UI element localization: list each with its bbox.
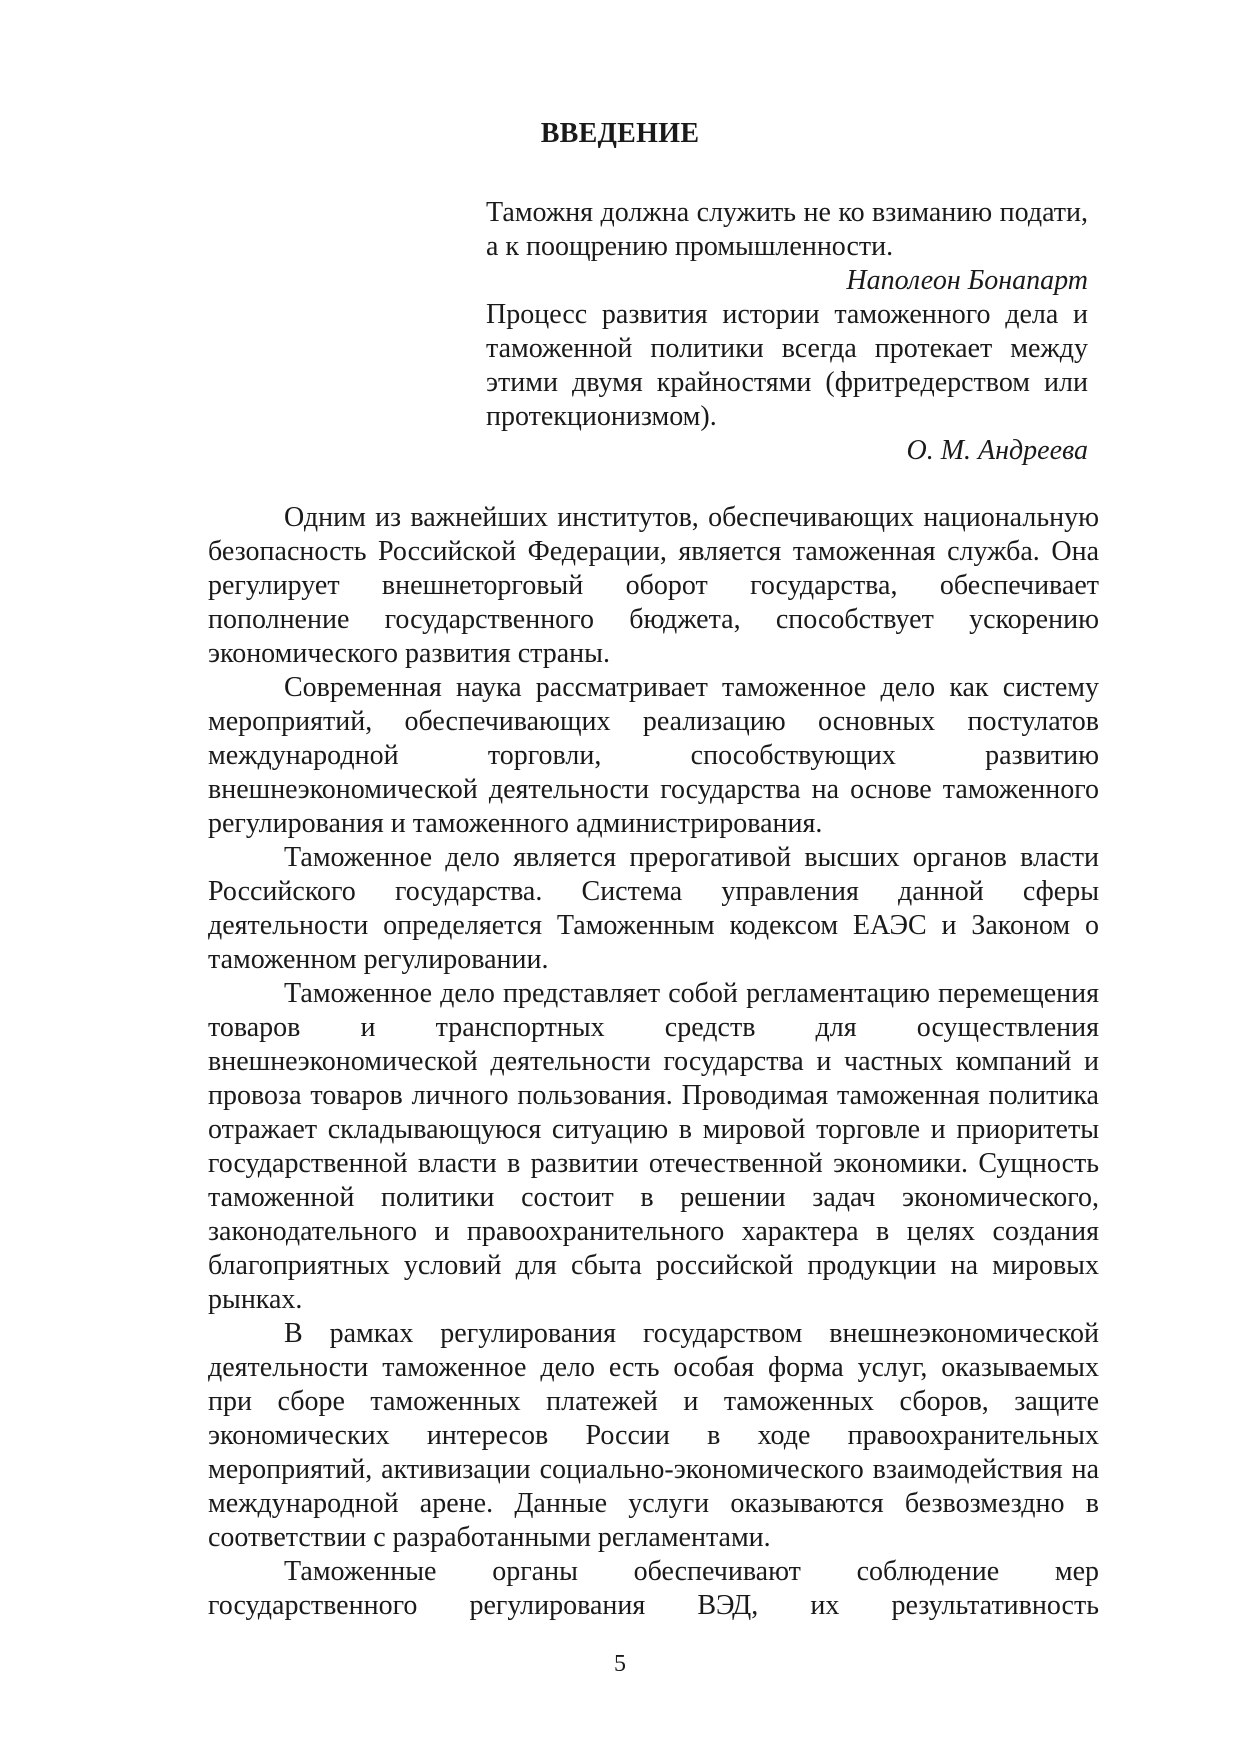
page-number: 5 [614,1651,626,1677]
epigraph-1-author: Наполеон Бонапарт [846,265,1088,296]
epigraph-1 [486,196,1088,298]
paragraph-5: В рамках регулирования государством внешнеэкономической деятельности таможенное дело есть особая форма услуг, оказываемых при сборе таможенных платежей и таможенных сборов, защите экономических интересов России в ходе правоохранительных мероприятий, активизации социально-экономического взаимодействия на международной арене. Данные услуги оказываются безвозмездно в соответствии с разработанными регламентами. [208,1318,1099,1553]
paragraph-2: Современная наука рассматривает таможенное дело как систему мероприятий, обеспечивающих реализацию основных постулатов международной торговли, способствующих развитию внешнеэкономической деятельности государства на основе таможенного регулирования и таможенного администрирования. [208,672,1099,839]
epigraphs-block [486,196,1088,468]
section-title: ВВЕДЕНИЕ [540,118,700,149]
epigraph-1-text: Таможня должна служить не ко взиманию подати, а к поощрению промышленности. [486,197,1088,262]
paragraph-6: Таможенные органы обеспечивают соблюдение мер государственного регулирования ВЭД, их результативность [208,1556,1099,1621]
paragraph-4: Таможенное дело представляет собой регламентацию перемещения товаров и транспортных средств для осуществления внешнеэкономической деятельности государства и частных компаний и провоза товаров личного пользования. Проводимая таможенная политика отражает складывающуюся ситуацию в мировой торговле и приоритеты государственной власти в развитии отечественной экономики. Сущность таможенной политики состоит в решении задач экономического, законодательного и правоохранительного характера в целях создания благоприятных условий для сбыта российской продукции на мировых рынках. [208,978,1099,1315]
body-text [208,501,1099,1623]
paragraph-3: Таможенное дело является прерогативой высших органов власти Российского государства. Система управления данной сферы деятельности определяется Таможенным кодексом ЕАЭС и Законом о таможенном регулировании. [208,842,1099,975]
epigraph-2-author: О. М. Андреева [906,435,1088,466]
epigraph-2-text: Процесс развития истории таможенного дела и таможенной политики всегда протекает между этими двумя крайностями (фритредерством или протекционизмом). [486,299,1088,432]
epigraph-2 [486,298,1088,468]
paragraph-1: Одним из важнейших институтов, обеспечивающих национальную безопасность Российской Федерации, является таможенная служба. Она регулирует внешнеторговый оборот государства, обеспечивает пополнение государственного бюджета, способствует ускорению экономического развития страны. [208,502,1099,669]
